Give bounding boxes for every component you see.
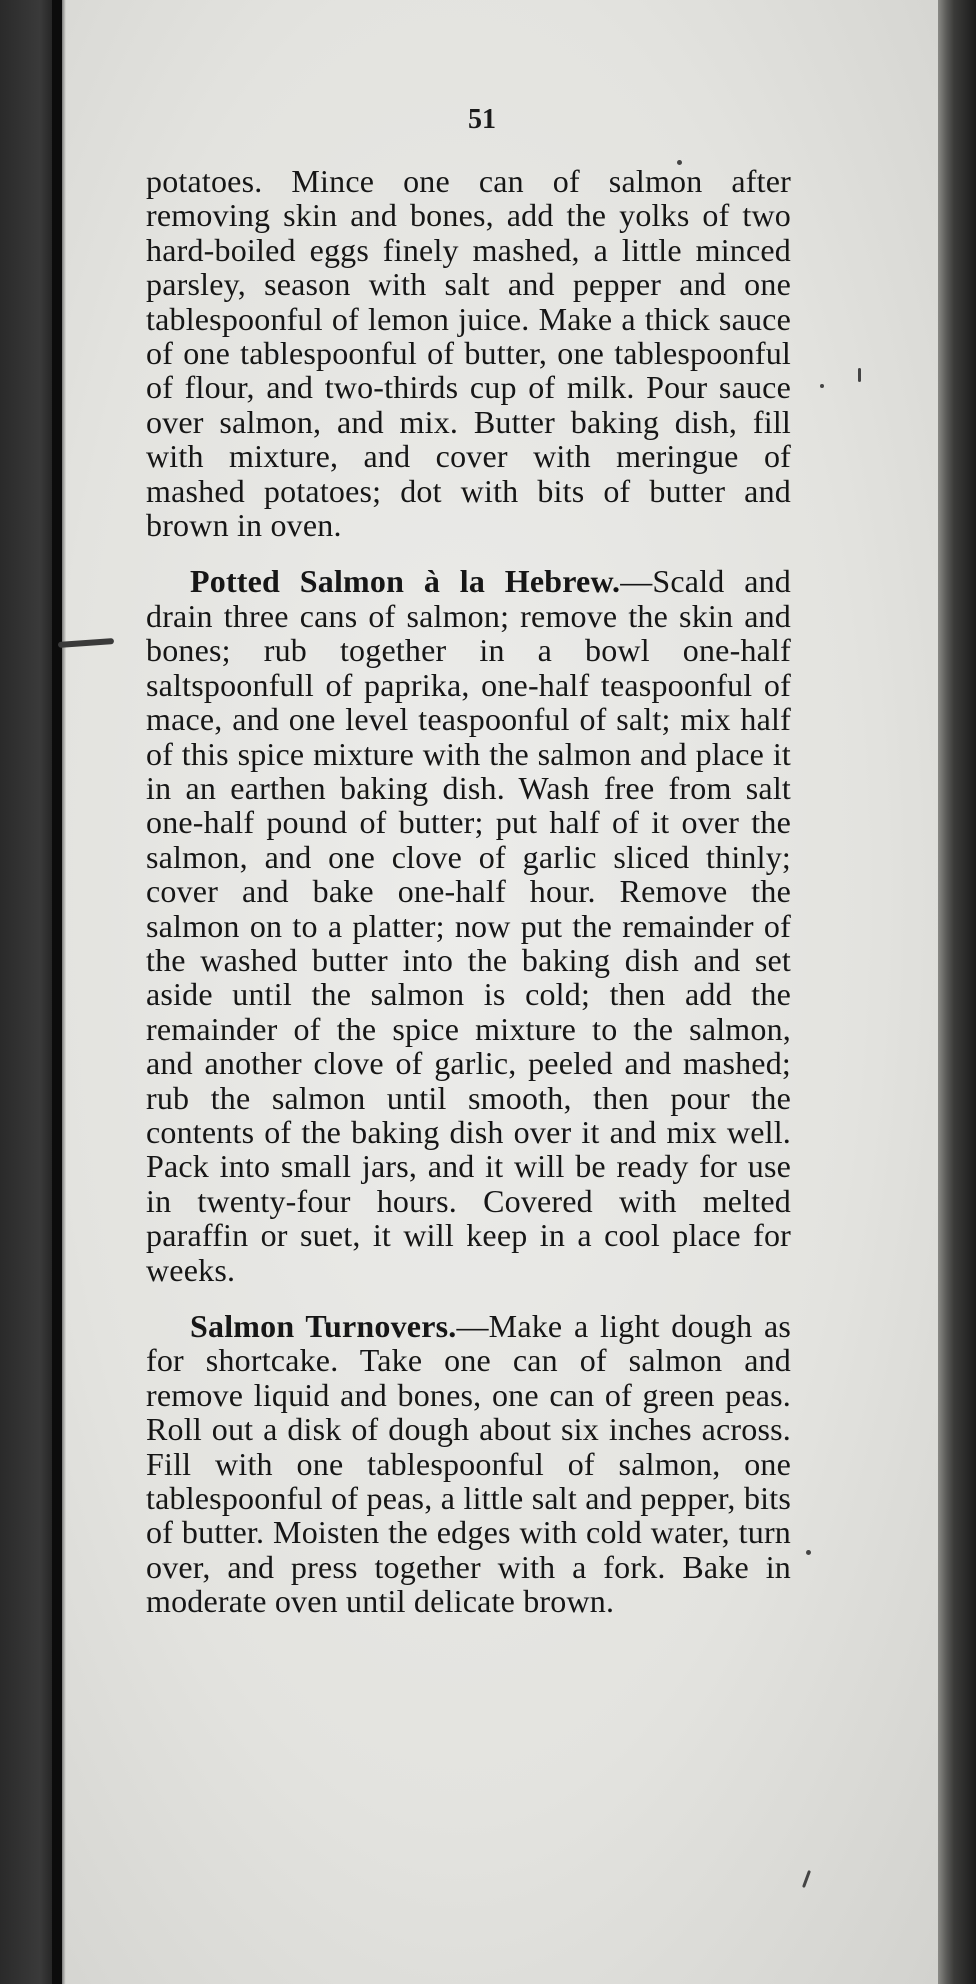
paragraph-text: —Scald and drain three cans of salmon; remove the skin and bones; rub together in a bowl one-half saltspoonfull of paprika, one-half teaspoonful of mace, and one level teaspoonful of salt; mix half of this spice mixture with the salmon and place it in an earthen baking dish. Wash free from salt one-half pound of butter; put half of it over the salmon, and one clove of garlic sliced thinly; cover and bake one-half hour. Remove the salmon on to a platter; now put the remainder of the washed butter into the baking dish and set aside until the salmon is cold; then add the remainder of the spice mixture to the salmon, and another clove of garlic, peeled and mashed; rub the salmon until smooth, then pour the contents of the baking dish over it and mix well. Pack into small jars, and it will be ready for use in twenty-four hours. Covered with melted paraffin or suet, it will keep in a cool place for weeks. — [146, 563, 792, 1288]
ink-speck — [820, 384, 824, 388]
recipe-salmon-turnovers — [146, 1309, 791, 1619]
recipe-heading: Potted Salmon à la Hebrew. — [190, 563, 621, 600]
recipe-heading: Salmon Turnovers. — [190, 1308, 457, 1344]
ink-speck — [858, 368, 861, 382]
recipe-potted-salmon — [146, 564, 791, 1287]
page-edge-shadow — [938, 0, 976, 1984]
paragraph-text: —Make a light dough as for shortcake. Take one can of salmon and remove liquid and bones, one can of green peas. Roll out a disk of dough about six inches across. Fill with one tablespoonful of salmon, one tablespoonful of peas, a little salt and pepper, bits of butter. Moisten the edges with cold water, turn over, and press together with a fork. Bake in moderate oven until delicate brown. — [146, 1308, 791, 1620]
page-number: 51 — [468, 104, 496, 135]
ink-speck — [806, 1550, 811, 1555]
paragraph-text: potatoes. Mince one can of salmon after removing skin and bones, add the yolks of two hard-boiled eggs finely mashed, a little minced parsley, season with salt and pepper and one tablespoonful of lemon juice. Make a thick sauce of one tablespoonful of butter, one tablespoonful of flour, and two-thirds cup of milk. Pour sauce over salmon, and mix. Butter baking dish, fill with mixture, and cover with meringue of mashed potatoes; dot with bits of butter and brown in oven. — [146, 163, 791, 544]
paragraph-continuation — [146, 164, 791, 542]
book-spine-shadow — [52, 0, 62, 1984]
recipe-text — [146, 164, 791, 1619]
